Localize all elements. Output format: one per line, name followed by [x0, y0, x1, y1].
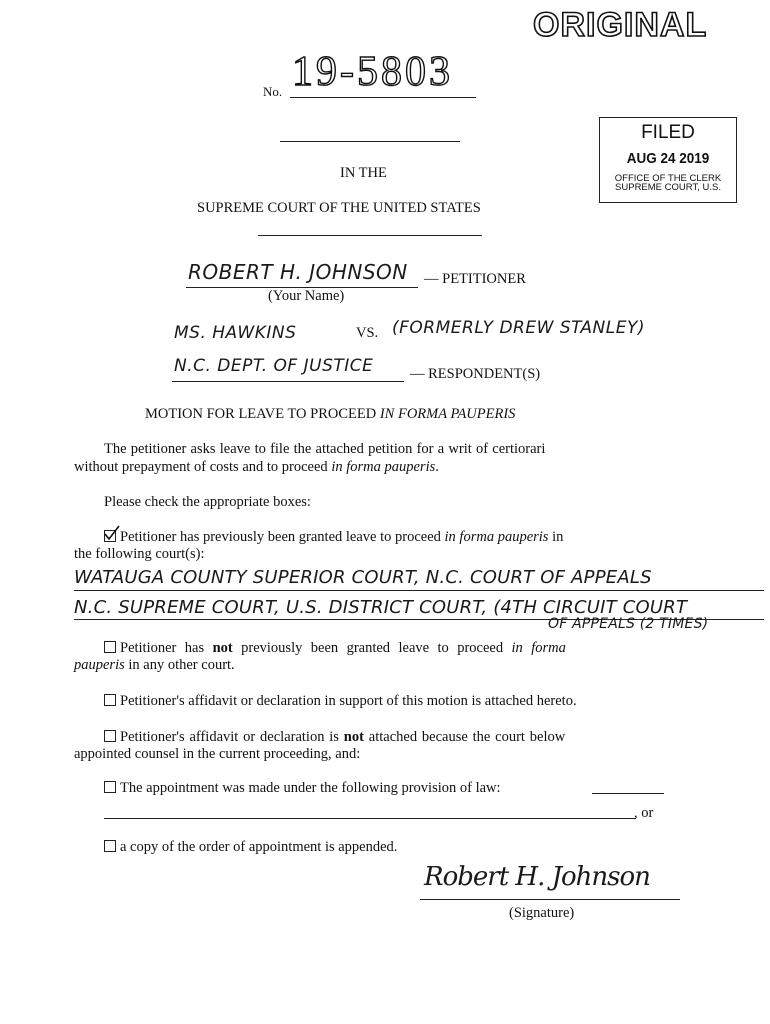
- filed-date: AUG 24 2019: [626, 150, 710, 167]
- option4-c: attached because the court below: [363, 729, 566, 745]
- option1-line2: the following court(s):: [74, 546, 205, 562]
- intro-line2: [74, 459, 439, 476]
- option2-a: Petitioner has: [120, 640, 213, 656]
- signature-caption: (Signature): [509, 905, 575, 921]
- respondent-label: — RESPONDENT(S): [410, 366, 541, 382]
- option2-line2: [74, 657, 235, 674]
- signature-handwritten: Robert H. Johnson: [424, 862, 650, 892]
- option2-not: not: [212, 640, 233, 656]
- option5-checkbox[interactable]: [104, 781, 116, 793]
- option1-text-plain: Petitioner has previously been granted leave to proceed: [120, 529, 445, 545]
- intro-line2-plain: without prepayment of costs and to proceed: [74, 459, 332, 475]
- provision-blank-1[interactable]: [592, 793, 664, 794]
- case-number: 19-5803: [292, 49, 453, 95]
- respondent-note-handwritten: (FORMERLY DREW STANLEY): [392, 318, 646, 338]
- option4-not: not: [343, 729, 364, 745]
- option2-pauperis: pauperis: [74, 657, 125, 673]
- petitioner-label: — PETITIONER: [424, 271, 526, 287]
- filed-office-line2: SUPREME COURT, U.S.: [615, 182, 721, 193]
- court-name: SUPREME COURT OF THE UNITED STATES: [197, 200, 481, 216]
- case-number-prefix: No.: [263, 84, 283, 99]
- option3: [104, 693, 577, 710]
- option4-line2: appointed counsel in the current proceeding, and:: [74, 746, 361, 762]
- option2-line1: [104, 640, 566, 657]
- in-the: IN THE: [340, 165, 387, 181]
- respondent-handwritten-1: MS. HAWKINS: [174, 323, 297, 343]
- courts-handwritten-1: WATAUGA COUNTY SUPERIOR COURT, N.C. COURT OF APPEALS: [74, 567, 652, 588]
- option3-checkbox[interactable]: [104, 694, 116, 706]
- motion-title: [145, 406, 515, 423]
- top-rule: [280, 141, 460, 142]
- courts-underline-1: [74, 590, 764, 591]
- option2-italic: in forma: [511, 640, 566, 656]
- respondent-underline: [172, 381, 404, 382]
- courts-handwritten-3: OF APPEALS (2 TIMES): [548, 616, 709, 632]
- option5: [104, 780, 501, 797]
- option2-checkbox[interactable]: [104, 641, 116, 653]
- option4-checkbox[interactable]: [104, 730, 116, 742]
- option1-checkbox[interactable]: [104, 530, 116, 542]
- motion-title-italic: IN FORMA PAUPERIS: [379, 406, 516, 422]
- your-name-caption: (Your Name): [268, 288, 345, 304]
- intro-line1: The petitioner asks leave to file the attached petition for a writ of certiorari: [104, 441, 546, 457]
- filed-office-line1: OFFICE OF THE CLERK: [614, 173, 722, 184]
- case-number-underline: [290, 97, 476, 98]
- court-rule: [258, 235, 482, 236]
- check-instruction: Please check the appropriate boxes:: [104, 494, 311, 510]
- option1-line1: [104, 529, 563, 546]
- option5-or: , or: [634, 805, 654, 821]
- original-stamp: ORIGINAL: [533, 6, 708, 44]
- filed-stamp: [599, 117, 737, 203]
- option4-a: Petitioner's affidavit or declaration is: [120, 729, 344, 745]
- petitioner-name-handwritten: ROBERT H. JOHNSON: [188, 260, 408, 284]
- option2-f: in any other court.: [124, 657, 235, 673]
- intro-line2-italic: in forma pauperis: [331, 459, 436, 475]
- filed-title: FILED: [641, 122, 695, 143]
- signature-line: [420, 899, 680, 900]
- vs-label: VS.: [356, 325, 379, 341]
- intro-line2-end: .: [435, 459, 439, 475]
- option4-line1: [104, 729, 565, 746]
- option2-c: previously been granted leave to proceed: [232, 640, 512, 656]
- option1-text-end: in: [548, 529, 564, 545]
- option1-text-italic: in forma pauperis: [444, 529, 549, 545]
- option6: [104, 839, 397, 856]
- motion-title-plain: MOTION FOR LEAVE TO PROCEED: [145, 406, 380, 422]
- respondent-handwritten-2: N.C. DEPT. OF JUSTICE: [174, 356, 374, 376]
- option3-text: Petitioner's affidavit or declaration in support of this motion is attached hereto.: [120, 693, 577, 709]
- option6-text: a copy of the order of appointment is appended.: [120, 839, 398, 855]
- option5-text: The appointment was made under the following provision of law:: [120, 780, 501, 796]
- courts-handwritten-2: N.C. SUPREME COURT, U.S. DISTRICT COURT, (4TH CIRCUIT COURT: [74, 597, 688, 618]
- option6-checkbox[interactable]: [104, 840, 116, 852]
- provision-blank-2[interactable]: [104, 818, 636, 819]
- checkmark-icon: [103, 525, 121, 541]
